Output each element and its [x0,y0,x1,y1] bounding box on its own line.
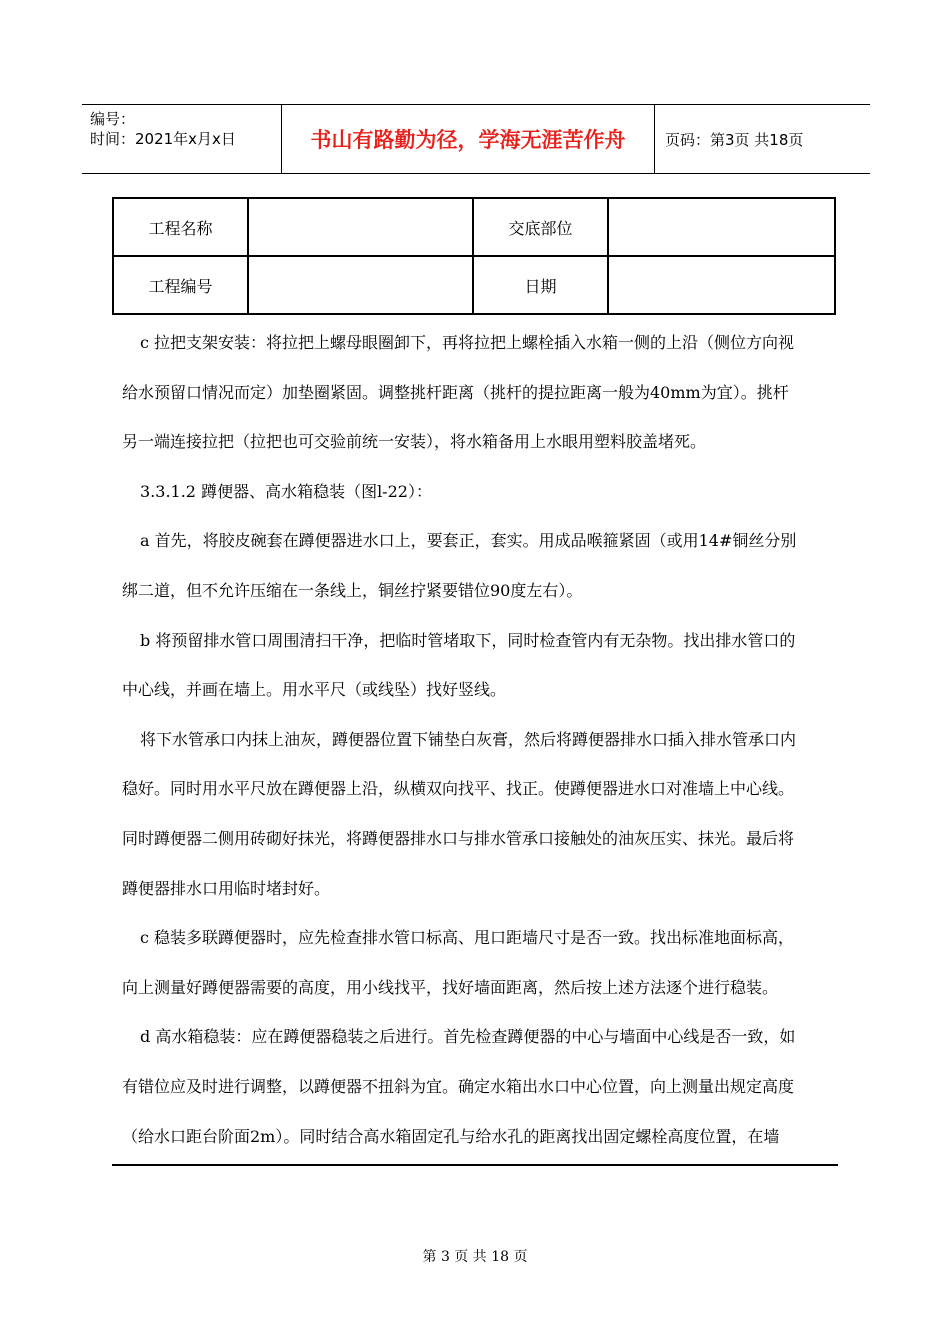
body-line: 给水预留口情况而定）加垫圈紧固。调整挑杆距离（挑杆的提拉距离一般为40mm为宜）。挑杆 [122,382,789,402]
project-info-table [112,197,836,315]
project-number-label: 工程编号 [113,256,248,314]
table-row [113,198,835,256]
project-number-value [248,256,473,314]
header-bar [82,104,870,174]
table-row [113,256,835,314]
page-footer: 第 3 页 共 18 页 [422,1249,528,1265]
body-line: 将下水管承口内抹上油灰，蹲便器位置下铺垫白灰膏，然后将蹲便器排水口插入排水管承口内 [140,729,797,749]
body-line: 绑二道，但不允许压缩在一条线上，铜丝拧紧要错位90度左右）。 [122,580,583,600]
handover-section-value [608,198,835,256]
project-name-value [248,198,473,256]
body-line: 另一端连接拉把（拉把也可交验前统一安装），将水箱备用上水眼用塑料胶盖堵死。 [122,432,707,452]
body-line: c 稳装多联蹲便器时，应先检查排水管口标高、甩口距墙尺寸是否一致。找出标准地面标高， [140,928,795,948]
bottom-divider [112,1164,838,1166]
body-line: 同时蹲便器二侧用砖砌好抹光，将蹲便器排水口与排水管承口接触处的油灰压实、抹光。最后将 [122,828,795,848]
body-line: 蹲便器排水口用临时堵封好。 [122,878,331,898]
body-text [122,318,836,1161]
document-number-label: 编号： [90,110,136,128]
body-line: b 将预留排水管口周围清扫干净，把临时管堵取下，同时检查管内有无杂物。找出排水管口的 [140,630,796,650]
section-heading: 3.3.1.2 蹲便器、高水箱稳装（图l-22）： [140,481,432,501]
handover-section-label: 交底部位 [473,198,608,256]
header-motto: 书山有路勤为径，学海无涯苦作舟 [282,105,655,173]
header-page-info: 页码：第3页 共18页 [665,130,804,149]
body-line: c 拉把支架安装：将拉把上螺母眼圈卸下，再将拉把上螺栓插入水箱一侧的上沿（侧位方向视 [140,333,795,352]
body-line: 向上测量好蹲便器需要的高度，用小线找平，找好墙面距离，然后按上述方法逐个进行稳装。 [122,977,779,997]
body-line: 中心线，并画在墙上。用水平尺（或线坠）找好竖线。 [122,680,507,700]
body-line: 稳好。同时用水平尺放在蹲便器上沿，纵横双向找平、找正。使蹲便器进水口对准墙上中心线。 [122,779,795,799]
header-meta [82,105,282,173]
date-value [608,256,835,314]
date-label: 日期 [473,256,608,314]
project-name-label: 工程名称 [113,198,248,256]
body-line: （给水口距台阶面2m）。同时结合高水箱固定孔与给水孔的距离找出固定螺栓高度位置，在墙 [122,1126,780,1146]
body-line: a 首先，将胶皮碗套在蹲便器进水口上，要套正，套实。用成品喉箍紧固（或用14#铜丝分别 [140,531,797,551]
body-line: d 高水箱稳装：应在蹲便器稳装之后进行。首先检查蹲便器的中心与墙面中心线是否一致，如 [140,1027,796,1047]
body-line: 有错位应及时进行调整，以蹲便器不扭斜为宜。确定水箱出水口中心位置，向上测量出规定高度 [122,1076,795,1096]
document-time-label: 时间：2021年x月x日 [90,130,236,148]
